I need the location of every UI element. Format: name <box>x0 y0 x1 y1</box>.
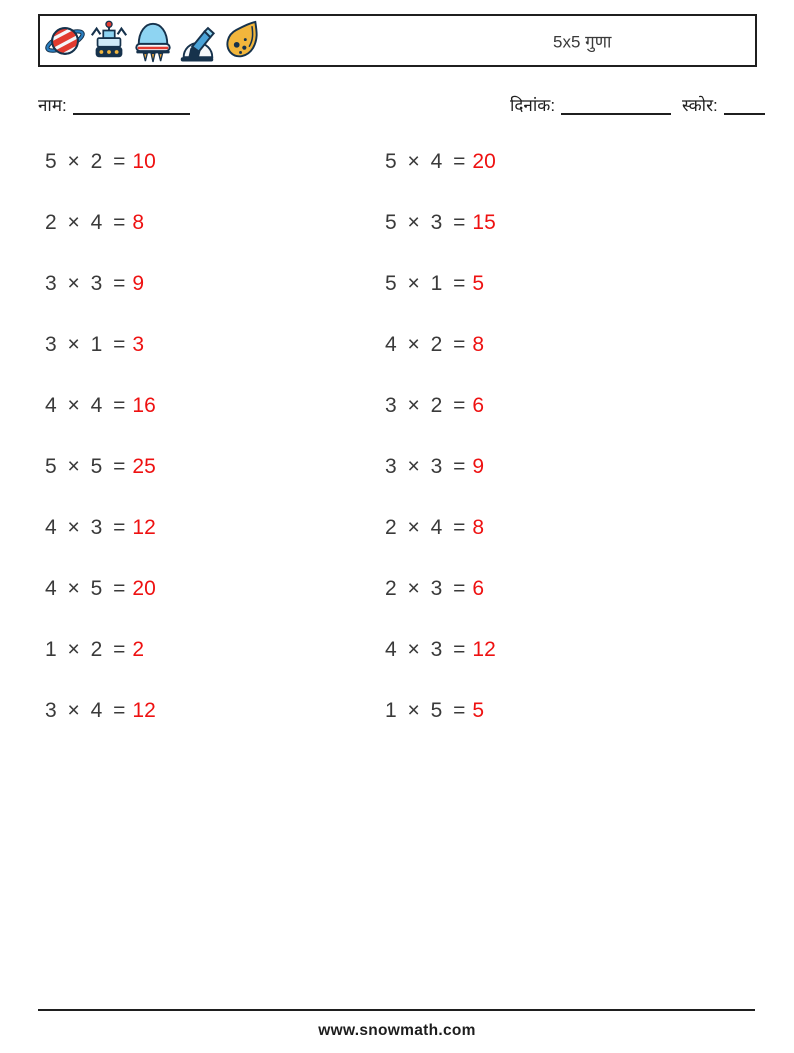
problem-expression: 5 × 4 = <box>385 149 466 173</box>
telescope-icon <box>176 18 218 64</box>
date-field <box>510 93 671 116</box>
problem-expression: 2 × 4 = <box>385 515 466 539</box>
problem-expression: 4 × 3 = <box>45 515 126 539</box>
footer-divider <box>38 1009 755 1011</box>
problem <box>385 577 725 601</box>
problem-expression: 3 × 3 = <box>385 454 466 478</box>
problem-answer: 12 <box>132 515 156 539</box>
problem-expression: 5 × 2 = <box>45 149 126 173</box>
problem <box>385 333 725 357</box>
problem-answer: 25 <box>132 454 156 478</box>
problem-expression: 5 × 1 = <box>385 271 466 295</box>
problem-expression: 4 × 3 = <box>385 637 466 661</box>
footer-url: www.snowmath.com <box>318 1022 476 1039</box>
problem-answer: 20 <box>132 576 156 600</box>
problem <box>45 272 385 296</box>
problem <box>45 577 385 601</box>
problem <box>385 211 725 235</box>
problem-answer: 20 <box>472 149 496 173</box>
problem <box>385 272 725 296</box>
score-field <box>682 93 765 116</box>
name-label: नाम: <box>38 96 67 115</box>
problem-expression: 3 × 2 = <box>385 393 466 417</box>
header-banner <box>38 14 757 67</box>
problem-answer: 8 <box>132 210 145 234</box>
problem <box>45 455 385 479</box>
problem-answer: 15 <box>472 210 496 234</box>
problem <box>385 455 725 479</box>
problem-answer: 12 <box>132 698 156 722</box>
problem-answer: 9 <box>132 271 145 295</box>
problem-expression: 3 × 1 = <box>45 332 126 356</box>
problem-expression: 2 × 3 = <box>385 576 466 600</box>
comet-icon <box>220 18 262 64</box>
problem <box>45 638 385 662</box>
problem-answer: 5 <box>472 698 485 722</box>
rover-icon <box>88 18 130 64</box>
problem-answer: 2 <box>132 637 145 661</box>
problem-expression: 3 × 3 = <box>45 271 126 295</box>
score-label: स्कोर: <box>682 96 718 115</box>
worksheet-title: 5x5 गुणा <box>553 32 612 51</box>
problem-answer: 16 <box>132 393 156 417</box>
problem-answer: 9 <box>472 454 485 478</box>
problem-expression: 1 × 5 = <box>385 698 466 722</box>
problem <box>45 333 385 357</box>
space-icon-strip <box>40 18 262 64</box>
name-field <box>38 93 190 116</box>
problem-expression: 4 × 5 = <box>45 576 126 600</box>
problem-expression: 5 × 3 = <box>385 210 466 234</box>
name-blank-line <box>73 99 190 115</box>
problem-expression: 3 × 4 = <box>45 698 126 722</box>
problem-expression: 4 × 4 = <box>45 393 126 417</box>
problem-expression: 5 × 5 = <box>45 454 126 478</box>
problem <box>385 150 725 174</box>
problem-answer: 8 <box>472 515 485 539</box>
problem-expression: 4 × 2 = <box>385 332 466 356</box>
problem-answer: 8 <box>472 332 485 356</box>
problem-answer: 10 <box>132 149 156 173</box>
date-blank-line <box>561 99 671 115</box>
problem <box>45 211 385 235</box>
ufo-icon <box>132 18 174 64</box>
problem-expression: 1 × 2 = <box>45 637 126 661</box>
problem <box>385 638 725 662</box>
problems-grid <box>45 131 745 741</box>
problem-answer: 6 <box>472 393 485 417</box>
problem-answer: 5 <box>472 271 485 295</box>
problem <box>45 516 385 540</box>
planet-icon <box>44 18 86 64</box>
score-blank-line <box>724 99 765 115</box>
problem <box>385 699 725 723</box>
date-label: दिनांक: <box>510 96 556 115</box>
problem-answer: 3 <box>132 332 145 356</box>
problem <box>45 394 385 418</box>
problem <box>45 699 385 723</box>
problem-expression: 2 × 4 = <box>45 210 126 234</box>
problem <box>45 150 385 174</box>
problem <box>385 516 725 540</box>
problem <box>385 394 725 418</box>
problem-answer: 12 <box>472 637 496 661</box>
problem-answer: 6 <box>472 576 485 600</box>
